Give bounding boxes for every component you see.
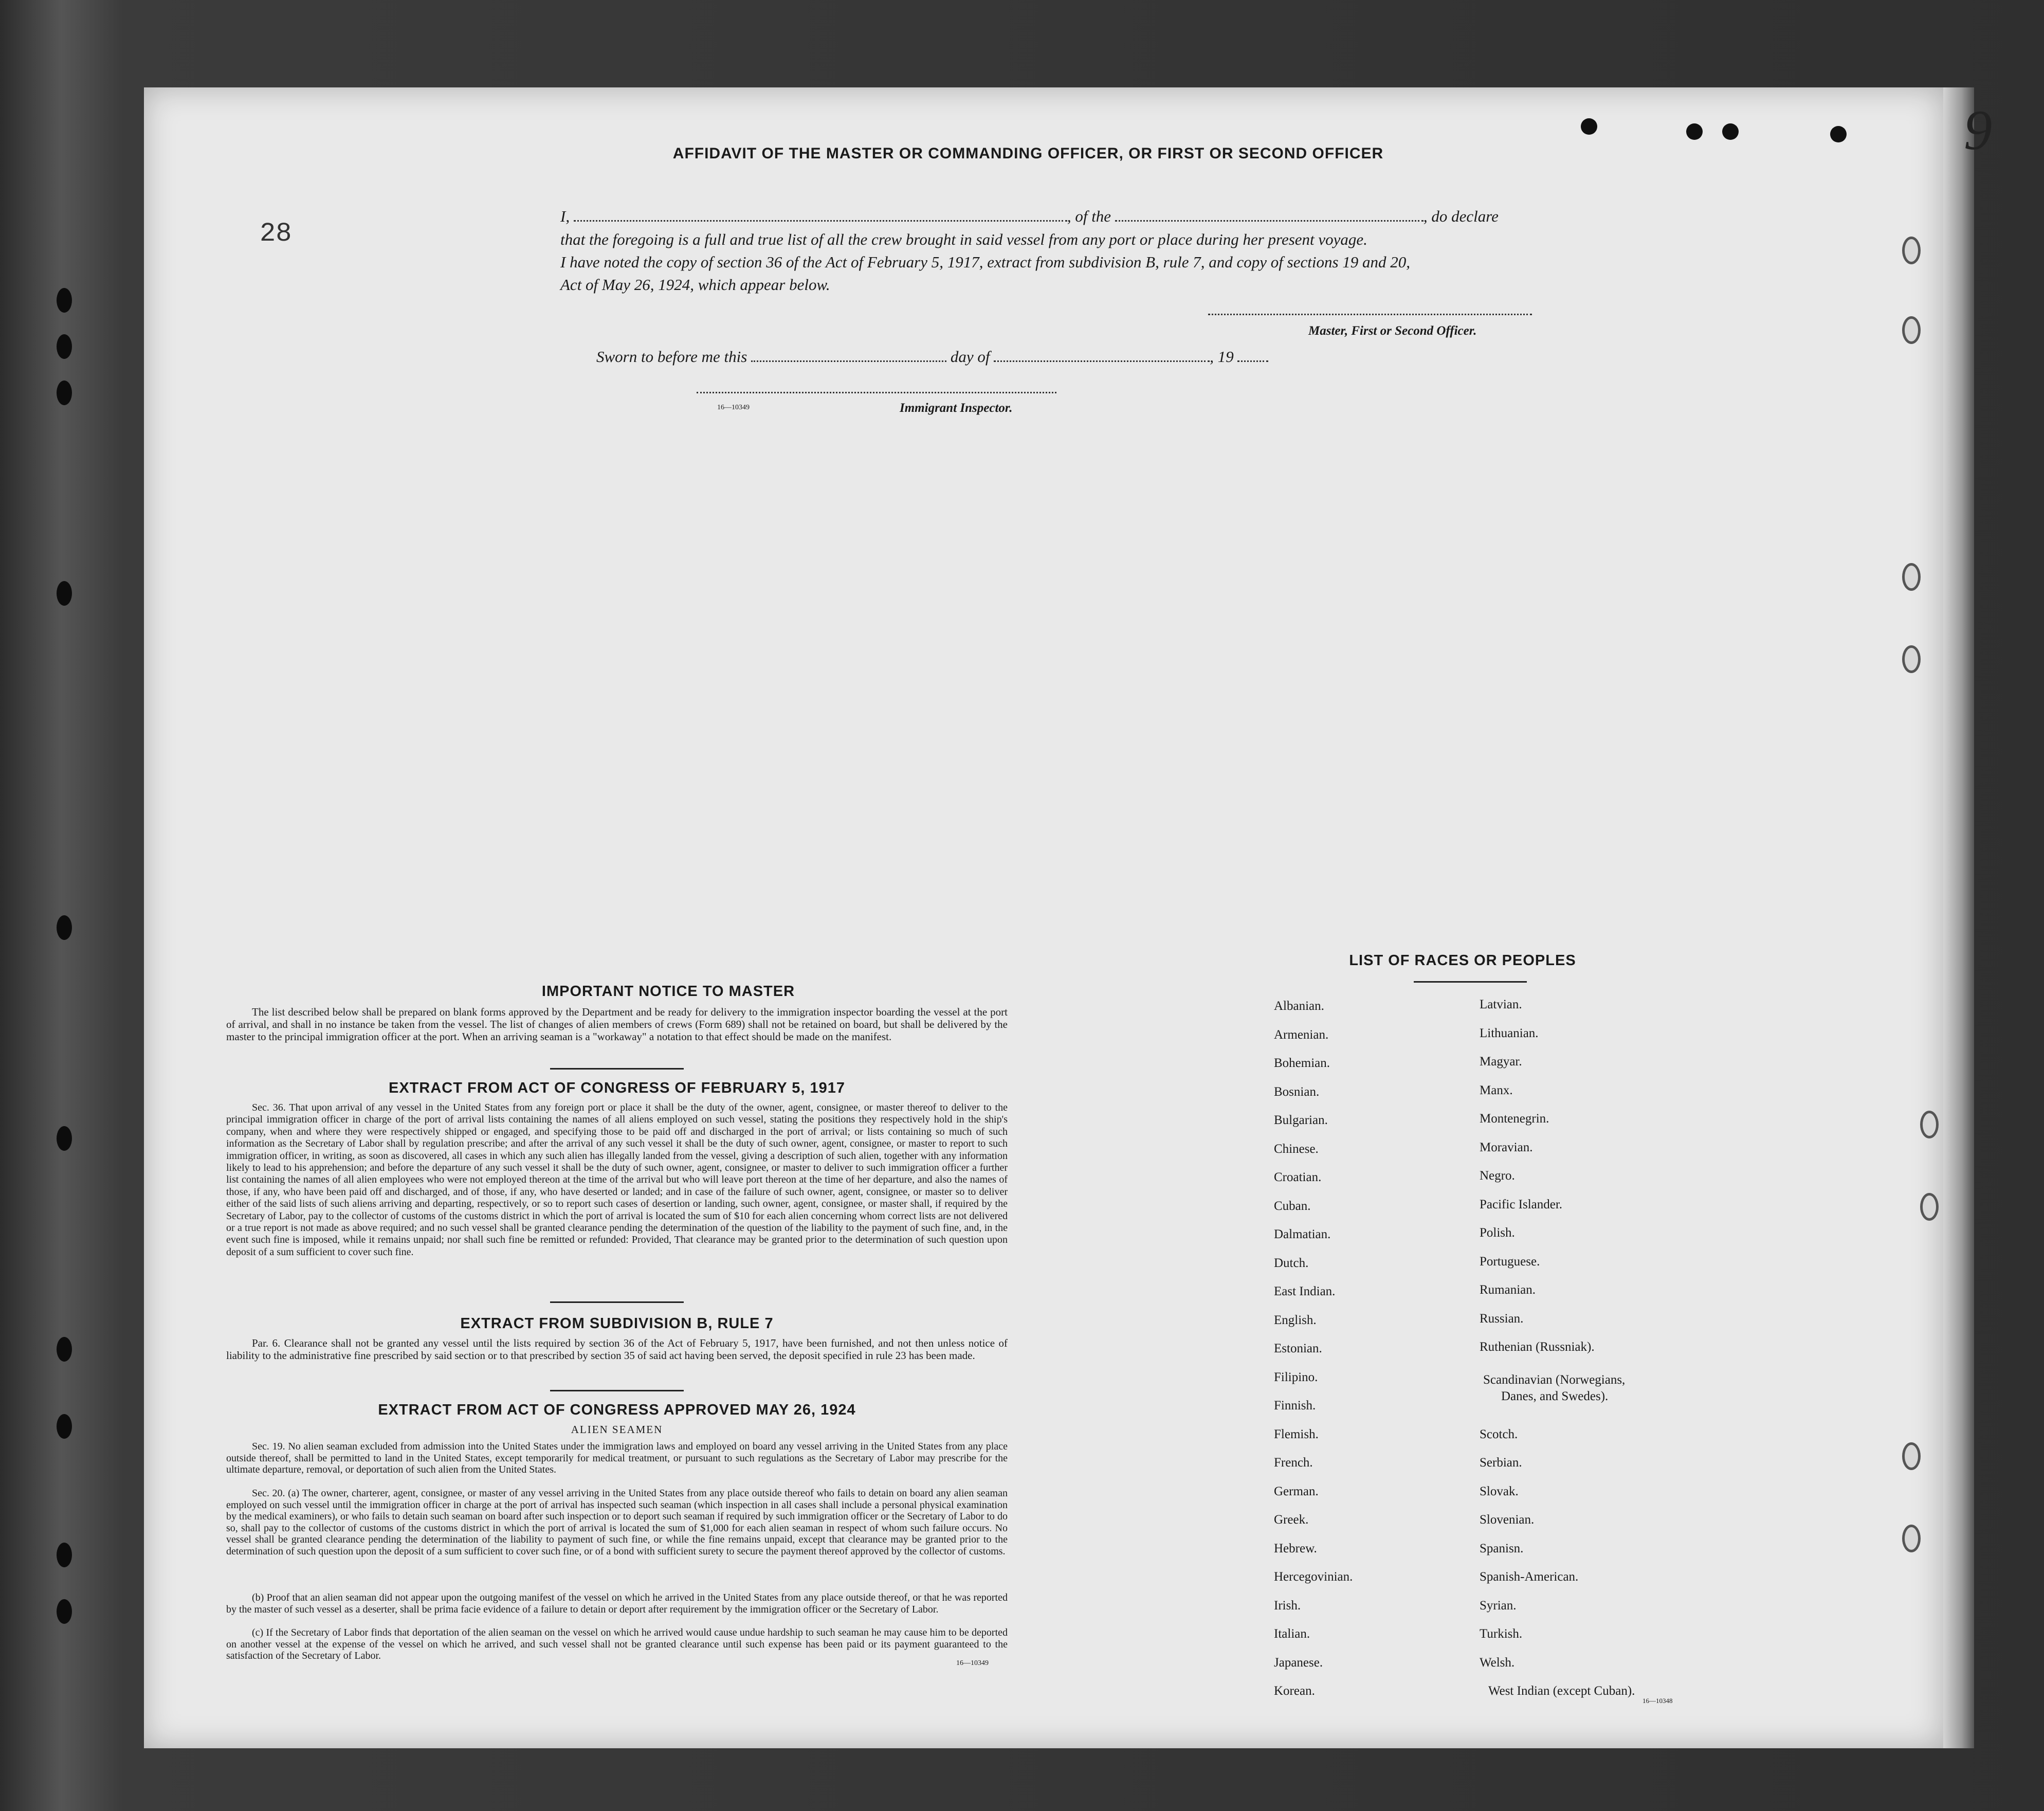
punch-dot — [1830, 126, 1847, 142]
extract-1924-subtitle: ALIEN SEAMEN — [571, 1423, 663, 1436]
year-label: , 19 — [1210, 348, 1234, 366]
race-item: Flemish. — [1274, 1427, 1319, 1441]
extract-1924-sec20c: (c) If the Secretary of Labor finds that deportation of the alien seaman on the vessel on which he arrived would cause undue hardship to such seaman he may cause him to be deported on another vessel at the expense of the vessel on which he arrived, and such vessel shall not be granted clearance until such expense has been paid or its payment guaranteed to the satisfaction of the Secretary of Labor. — [226, 1627, 1008, 1661]
punch-hole — [57, 1543, 72, 1567]
sworn-year-field[interactable] — [1237, 360, 1268, 362]
race-item: Russian. — [1480, 1312, 1524, 1326]
race-item: Magyar. — [1480, 1055, 1522, 1069]
extract-rule7-title: EXTRACT FROM SUBDIVISION B, RULE 7 — [460, 1315, 774, 1332]
affidavit-title: AFFIDAVIT OF THE MASTER OR COMMANDING OFFICER, OR FIRST OR SECOND OFFICER — [672, 145, 1384, 162]
binder-ring — [1902, 237, 1921, 264]
sworn-line — [596, 348, 1268, 366]
races-title: LIST OF RACES OR PEOPLES — [1349, 952, 1576, 969]
sworn-month-field[interactable] — [994, 360, 1210, 362]
race-item: Moravian. — [1480, 1140, 1533, 1154]
notice-text: The list described below shall be prepared on blank forms approved by the Department and be ready for delivery to the immigration inspector boarding the vessel at the port of arrival, and shall in no instance be taken from the vessel. The list of changes of alien members of crews (Form 689) shall not be retained on board, but shall be delivered by the master to the principal immigration officer at the port. When an arriving seaman is a "workaway" a notation to that effect should be made on the manifest. — [226, 1006, 1008, 1043]
extract-rule7-text: Par. 6. Clearance shall not be granted any vessel until the lists required by section 36 of the Act of February 5, 1917, have been furnished, and not then unless notice of liability to the administrative fine prescribed by said section or to that prescribed by section 35 of said act having been served, the deposit specified in rule 23 has been made. — [226, 1337, 1008, 1362]
binder-ring — [1920, 1111, 1939, 1138]
race-item: Spanish-American. — [1480, 1570, 1579, 1584]
notice-title: IMPORTANT NOTICE TO MASTER — [541, 983, 795, 1000]
extract-1924-sec20a: Sec. 20. (a) The owner, charterer, agent, consignee, or master of any vessel arriving in the United States from any place outside thereof who fails to detain on board any alien seaman employed on such vessel until the immigration officer in charge at the port of arrival has inspected such seaman (which inspection in all cases shall include a personal physical examination by the medical examiners), or who fails to detain such seaman on board after such inspection or to deport such seaman if required by such immigration officer or the Secretary of Labor to do so, shall pay to the collector of customs of the customs district in which the port of arrival is located the sum of $1,000 for each alien seaman in respect of whom such failure occurs. No vessel shall be granted clearance pending the determination of the liability to payment of such fine, or while the fine remains unpaid, except that clearance may be granted prior to the determination of such question upon the deposit of a sum sufficient to cover such fine, or of a bond with sufficient surety to secure the payment thereof approved by the collector of customs. — [226, 1488, 1008, 1557]
race-item: Korean. — [1274, 1684, 1315, 1698]
races-form-number: 16—10348 — [1642, 1697, 1673, 1705]
race-item: Filipino. — [1274, 1370, 1318, 1384]
race-item: Hercegovinian. — [1274, 1570, 1353, 1584]
divider — [550, 1068, 684, 1070]
affidavit-line-2: that the foregoing is a full and true list of all the crew brought in said vessel from any port or place during her present voyage. — [560, 230, 1367, 248]
race-item: Serbian. — [1480, 1456, 1522, 1470]
race-item: Albanian. — [1274, 999, 1324, 1013]
affidavit-line-3: I have noted the copy of section 36 of the Act of February 5, 1917, extract from subdivision B, rule 7, and copy of sections 19 and 20, — [560, 253, 1411, 271]
race-item: Bosnian. — [1274, 1085, 1320, 1099]
punch-hole — [57, 1414, 72, 1439]
margin-mark: 28 — [260, 219, 292, 249]
page-corner-mark: 9 — [1964, 99, 1992, 161]
declarant-name-field[interactable] — [574, 220, 1067, 222]
race-item: Dutch. — [1274, 1256, 1309, 1270]
extract-1917-title: EXTRACT FROM ACT OF CONGRESS OF FEBRUARY 5, 1917 — [388, 1080, 846, 1096]
binder-ring — [1902, 1442, 1921, 1470]
binder-ring — [1920, 1193, 1939, 1221]
race-item: Portuguese. — [1480, 1255, 1540, 1269]
extract-1917-text: Sec. 36. That upon arrival of any vessel in the United States from any foreign port or place it shall be the duty of the owner, agent, consignee, or master thereof to deliver to the principal immigration officer in charge of the port of arrival lists containing the names of all aliens employed on such vessel, stating the positions they respectively hold in the ship's company, when and where they were respectively shipped or engaged, and specifying those to be paid off and discharged in the port of arrival; or lists containing so much of such information as the Secretary of Labor shall by regulation prescribe; and after the arrival of any such vessel it shall be the duty of such owner, agent, consignee, or master to report to such immigration officer, in writing, as soon as discovered, all cases in which any such alien has illegally landed from the vessel, giving a description of such alien, together with any information likely to lead to his apprehension; and before the departure of any such vessel it shall be the duty of such owner, agent, consignee, or master to deliver to such immigration officer a further list containing the names of all alien employees who were not employed thereon at the time of the arrival but who will leave port thereon at the time of her departure, and also the names of those, if any, who have been paid off and discharged, and of those, if any, who have deserted or landed; and in case of the failure of such owner, agent, consignee, or master so to deliver either of the said lists of such aliens arriving and departing, respectively, or so to report such cases of desertion or landing, such owner, agent, consignee, or master shall, if required by the Secretary of Labor, pay to the collector of customs of the customs district in which the port of arrival is located the sum of $10 for each alien concerning whom correct lists are not delivered or a true report is not made as above required; and no such vessel shall be granted clearance pending the determination of the question of the liability to the payment of such fine, and, in the event such fine is imposed, while it remains unpaid; nor shall such fine be remitted or refunded: Provided, That clearance may be granted prior to the determination of such question upon deposit of a sum sufficient to cover such fine. — [226, 1102, 1008, 1258]
punch-hole — [57, 288, 72, 313]
race-item: Estonian. — [1274, 1342, 1322, 1355]
extract-form-number: 16—10349 — [956, 1659, 989, 1667]
race-item: Danes, and Swedes). — [1501, 1389, 1609, 1403]
punch-hole — [57, 381, 72, 405]
inspector-signature-field[interactable] — [697, 392, 1056, 393]
race-item: German. — [1274, 1484, 1319, 1498]
extract-1924-sec20b: (b) Proof that an alien seaman did not appear upon the outgoing manifest of the vessel on which he arrived in the United States from any place outside thereof, or that he was reported by the master of such vessel as a deserter, shall be prima facie evidence of a failure to detain or deport after requirement by the immigration officer or the Secretary of Labor. — [226, 1592, 1008, 1615]
punch-hole — [57, 1337, 72, 1362]
race-item: Japanese. — [1274, 1656, 1323, 1670]
race-item: Bulgarian. — [1274, 1113, 1328, 1127]
officer-signature-field[interactable] — [1208, 314, 1532, 315]
race-item: Ruthenian (Russniak). — [1480, 1340, 1595, 1354]
affidavit-form-number: 16—10349 — [717, 404, 750, 411]
race-item: Croatian. — [1274, 1170, 1322, 1184]
binder-ring — [1902, 1525, 1921, 1552]
affidavit-line-4: Act of May 26, 1924, which appear below. — [560, 276, 830, 294]
punch-hole — [57, 1599, 72, 1624]
divider — [1414, 981, 1527, 983]
race-item: Cuban. — [1274, 1199, 1311, 1213]
race-item: Montenegrin. — [1480, 1112, 1549, 1126]
punch-hole — [57, 915, 72, 940]
race-item: Syrian. — [1480, 1599, 1517, 1613]
race-item: Scandinavian (Norwegians, — [1483, 1373, 1626, 1387]
page-edge — [1943, 87, 1974, 1748]
extract-1924-sec19: Sec. 19. No alien seaman excluded from admission into the United States under the immigration laws and employed on board any vessel arriving in the United States from any place outside thereof, shall be permitted to land in the United States, except temporarily for medical treatment, or pursuant to such regulations as the Secretary of Labor may prescribe for the ultimate departure, removal, or deportation of such alien from the United States. — [226, 1441, 1008, 1475]
race-item: Latvian. — [1480, 998, 1522, 1011]
race-item: Bohemian. — [1274, 1056, 1330, 1070]
race-item: Irish. — [1274, 1599, 1301, 1613]
binder-ring — [1902, 645, 1921, 673]
race-item: Slovak. — [1480, 1484, 1519, 1498]
race-item: East Indian. — [1274, 1284, 1336, 1298]
officer-signature-label: Master, First or Second Officer. — [1308, 324, 1477, 338]
race-item: Rumanian. — [1480, 1283, 1536, 1297]
vessel-name-field[interactable] — [1115, 220, 1424, 222]
race-item: Pacific Islander. — [1480, 1198, 1563, 1211]
extract-1924-title: EXTRACT FROM ACT OF CONGRESS APPROVED MAY 26, 1924 — [378, 1402, 856, 1418]
race-item: Dalmatian. — [1274, 1227, 1331, 1241]
binder-ring — [1902, 563, 1921, 591]
race-item: Hebrew. — [1274, 1542, 1317, 1555]
race-item: Greek. — [1274, 1513, 1309, 1527]
race-item: Polish. — [1480, 1226, 1515, 1240]
day-of-label: day of — [950, 348, 990, 366]
race-item: Welsh. — [1480, 1656, 1515, 1670]
race-item: Turkish. — [1480, 1627, 1523, 1641]
race-item: Lithuanian. — [1480, 1026, 1539, 1040]
affidavit-line-1 — [560, 207, 1553, 226]
vessel-of-label: , of the — [1067, 207, 1111, 225]
race-item: West Indian (except Cuban). — [1488, 1684, 1635, 1698]
race-item: Chinese. — [1274, 1142, 1319, 1156]
punch-hole — [57, 1126, 72, 1151]
punch-dot — [1686, 123, 1703, 140]
punch-dot — [1722, 123, 1739, 140]
race-item: Finnish. — [1274, 1399, 1316, 1412]
do-declare-label: , do declare — [1423, 207, 1499, 225]
race-item: Manx. — [1480, 1083, 1513, 1097]
race-item: French. — [1274, 1456, 1313, 1470]
race-item: Spanisn. — [1480, 1542, 1524, 1555]
declarant-label: I, — [560, 207, 570, 225]
inspector-label: Immigrant Inspector. — [900, 401, 1013, 415]
sworn-label: Sworn to before me this — [596, 348, 747, 366]
punch-hole — [57, 581, 72, 606]
race-item: Italian. — [1274, 1627, 1310, 1641]
race-item: Armenian. — [1274, 1028, 1329, 1042]
race-item: Slovenian. — [1480, 1513, 1535, 1527]
race-item: English. — [1274, 1313, 1317, 1327]
divider — [550, 1390, 684, 1391]
race-item: Negro. — [1480, 1169, 1515, 1183]
divider — [550, 1301, 684, 1303]
race-item: Scotch. — [1480, 1427, 1518, 1441]
punch-dot — [1581, 118, 1597, 135]
sworn-date-field[interactable] — [751, 360, 946, 362]
binder-ring — [1902, 316, 1921, 344]
punch-hole — [57, 334, 72, 359]
